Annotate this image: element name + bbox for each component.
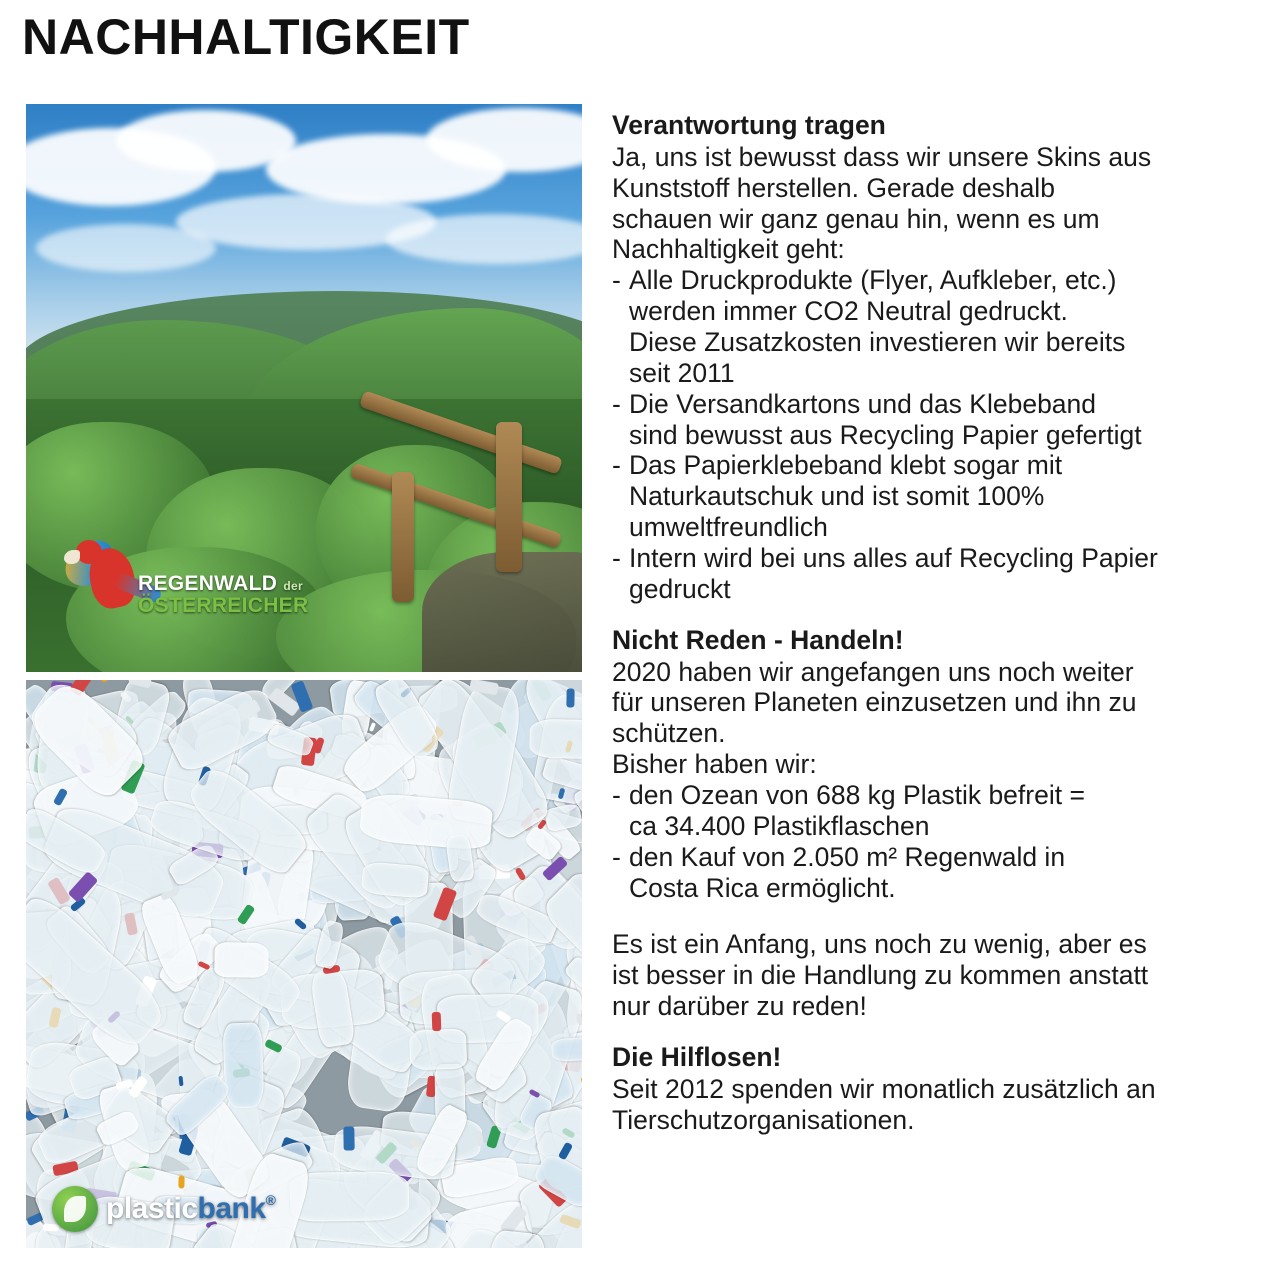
bottle-cap [576, 1013, 582, 1023]
list-item [612, 265, 1262, 296]
plastic-bottle [214, 942, 269, 978]
image-column [26, 104, 582, 1248]
list-item-cont [612, 481, 1262, 512]
section-paragraph-line: 2020 haben wir angefangen uns noch weiter [612, 656, 1134, 687]
list-item-cont [612, 296, 1262, 327]
list-item-line: Alle Druckprodukte (Flyer, Aufkleber, etc.) [629, 265, 1117, 296]
list-item [612, 389, 1262, 420]
section-paragraph-line: Kunststoff herstellen. Gerade deshalb [612, 172, 1055, 203]
section-paragraph-line: schützen. [612, 718, 726, 749]
regenwald-logo [138, 573, 308, 616]
plasticbank-registered-mark: ® [265, 1192, 276, 1208]
regenwald-logo-line1: REGENWALD [138, 572, 278, 596]
list-item [612, 450, 1262, 481]
bottle-cap [432, 1012, 442, 1031]
list-item [612, 543, 1262, 574]
section-paragraph-line: Bisher haben wir: [612, 749, 817, 780]
list-item-line: den Ozean von 688 kg Plastik befreit = [629, 780, 1085, 811]
section-hilflosen [612, 1042, 1262, 1136]
list-item-line: umweltfreundlich [629, 512, 828, 543]
bottle-cap [343, 1126, 354, 1150]
section-gap [612, 1022, 1262, 1042]
plastic-bottle [551, 1036, 582, 1062]
bullet-dash: - [612, 841, 621, 872]
list-item-cont [612, 873, 1262, 904]
section-paragraph-line: Nachhaltigkeit geht: [612, 234, 845, 265]
plastic-bottle [409, 1029, 467, 1071]
section-paragraph-line: für unseren Planeten einzusetzen und ihn zu [612, 687, 1137, 718]
list-item-line: Diese Zusatzkosten investieren wir bereits [629, 327, 1126, 358]
section-heading: Nicht Reden - Handeln! [612, 624, 904, 655]
closing-line: Es ist ein Anfang, uns noch zu wenig, aber es [612, 929, 1147, 960]
list-item-line: sind bewusst aus Recycling Papier gefertigt [629, 419, 1142, 450]
section-handeln [612, 625, 1262, 1022]
bottle-cap [369, 722, 376, 732]
list-item-cont [612, 327, 1262, 358]
list-item [612, 780, 1262, 811]
list-item-line: Naturkautschuk und ist somit 100% [629, 481, 1045, 512]
bullet-dash: - [612, 543, 621, 574]
list-item-line: Costa Rica ermöglicht. [629, 872, 896, 903]
bullet-list [612, 265, 1262, 604]
text-column [612, 110, 1262, 1136]
section-paragraph-line: schauen wir ganz genau hin, wenn es um [612, 203, 1100, 234]
list-item-line: seit 2011 [629, 357, 735, 388]
list-item-line: den Kauf von 2.050 m² Regenwald in [629, 841, 1066, 872]
section-paragraph-line: Ja, uns ist bewusst dass wir unsere Skins aus [612, 141, 1152, 172]
wooden-fence [346, 402, 566, 632]
list-item-cont [612, 811, 1262, 842]
bullet-dash: - [612, 780, 621, 811]
bottle-cap [98, 680, 108, 683]
bullet-dash: - [612, 388, 621, 419]
plastic-bottle [529, 719, 582, 759]
section-heading: Verantwortung tragen [612, 110, 886, 140]
section-gap [612, 605, 1262, 625]
paragraph-gap [612, 903, 1262, 929]
list-item-line: werden immer CO2 Neutral gedruckt. [629, 296, 1068, 327]
plasticbank-mark-icon [52, 1186, 98, 1232]
rainforest-photo [26, 104, 582, 672]
bullet-dash: - [612, 450, 621, 481]
list-item-cont [612, 358, 1262, 389]
closing-line: nur darüber zu reden! [612, 991, 867, 1022]
list-item-cont [612, 420, 1262, 451]
bottle-cap [566, 688, 574, 707]
cloud-shape [36, 224, 216, 272]
page-title: NACHHALTIGKEIT [22, 9, 470, 65]
section-heading: Die Hilflosen! [612, 1042, 782, 1073]
fence-post [392, 472, 414, 602]
list-item-line: ca 34.400 Plastikflaschen [629, 810, 930, 841]
list-item-line: Intern wird bei uns alles auf Recycling Papier [629, 543, 1158, 574]
list-item-line: Das Papierklebeband klebt sogar mit [629, 450, 1063, 481]
section-verantwortung [612, 110, 1262, 605]
plasticbank-word-dark: bank [197, 1192, 266, 1225]
bullet-dash: - [612, 265, 621, 296]
plasticbank-logo [52, 1186, 275, 1232]
fence-post [496, 422, 522, 572]
list-item-cont [612, 512, 1262, 543]
list-item [612, 842, 1262, 873]
fence-rail [359, 390, 563, 474]
bullet-list [612, 780, 1262, 903]
list-item-cont [612, 574, 1262, 605]
plasticbank-word-light: plastic [106, 1192, 198, 1225]
plastic-bottle [223, 1022, 265, 1108]
regenwald-logo-der: der [283, 579, 303, 594]
parrot-beak [64, 550, 80, 564]
list-item-line: Die Versandkartons und das Klebeband [629, 388, 1097, 419]
regenwald-logo-line2: ÖSTERREICHER [138, 593, 309, 617]
section-paragraph-line: Seit 2012 spenden wir monatlich zusätzlich an [612, 1073, 1156, 1104]
closing-line: ist besser in die Handlung zu kommen anstatt [612, 960, 1149, 991]
section-paragraph-line: Tierschutzorganisationen. [612, 1104, 915, 1135]
plastic-bottles-photo [26, 680, 582, 1248]
fence-rail [350, 463, 563, 549]
list-item-line: gedruckt [629, 573, 731, 604]
